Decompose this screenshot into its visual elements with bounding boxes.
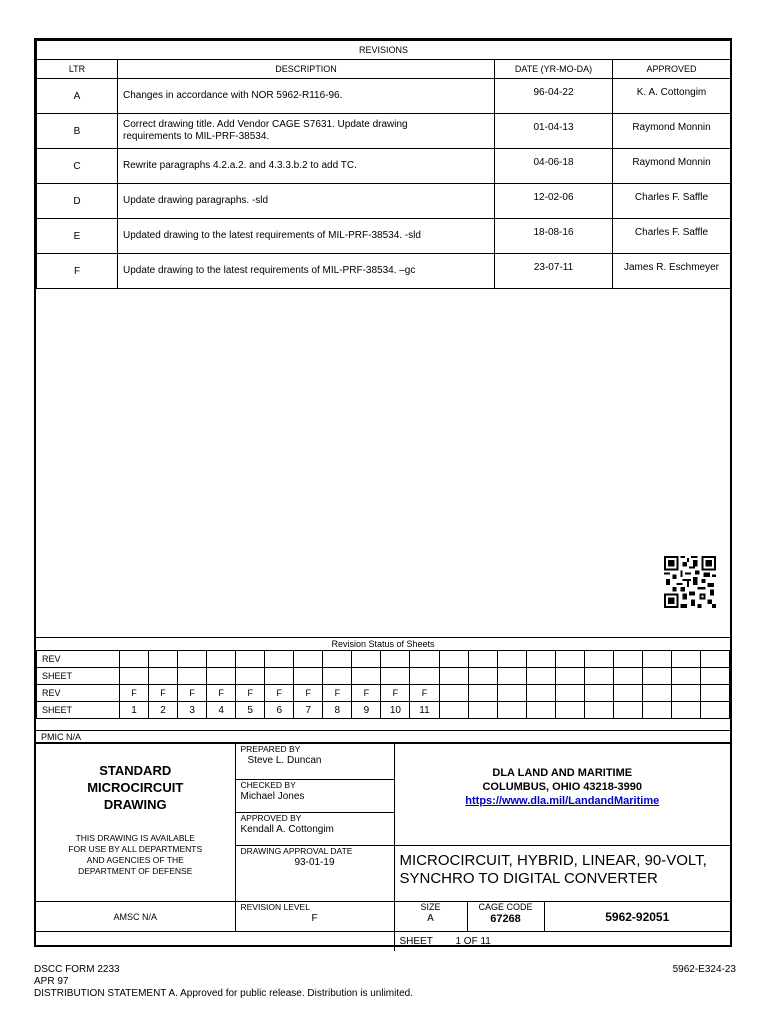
revision-level-value: F [311, 913, 318, 924]
revision-date: 01-04-13 [495, 114, 613, 149]
revision-approver: Raymond Monnin [613, 149, 731, 184]
rev-label: REV [37, 685, 120, 702]
rev-cell: F [236, 685, 265, 702]
cage-code-label: CAGE CODE [478, 902, 533, 912]
title-block [36, 743, 730, 951]
description-header: DESCRIPTION [118, 60, 495, 79]
rev-cell: F [323, 685, 352, 702]
org-link[interactable]: https://www.dla.mil/LandandMaritime [465, 795, 660, 807]
size-value: A [427, 913, 434, 924]
revision-row [37, 114, 731, 149]
revision-row [37, 219, 731, 254]
revision-description: Update drawing paragraphs. -sld [118, 184, 495, 219]
form-id: 5962-E324-23 [672, 964, 736, 975]
rev-cell: F [294, 685, 323, 702]
standard-title-line: DRAWING [103, 797, 167, 812]
status-row-sheet-upper [37, 668, 730, 685]
revision-letter: C [37, 149, 118, 184]
org-address: COLUMBUS, OHIO 43218-3990 [482, 781, 643, 793]
drawing-title-line: MICROCIRCUIT, HYBRID, LINEAR, 90-VOLT, [399, 852, 707, 869]
cage-code-value: 67268 [490, 913, 521, 925]
sheet-label: SHEET [37, 702, 120, 719]
revision-level-cell [235, 902, 394, 932]
qr-code [664, 556, 716, 608]
status-row-rev-upper [37, 651, 730, 668]
drawing-title-cell [394, 846, 730, 902]
approved-header: APPROVED [613, 60, 731, 79]
drawing-title-line: SYNCHRO TO DIGITAL CONVERTER [399, 870, 658, 887]
standard-title-line: STANDARD [99, 763, 172, 778]
sheet-cell: 11 [410, 702, 439, 719]
revision-description: Updated drawing to the latest requirements of MIL-PRF-38534. -sld [118, 219, 495, 254]
prepared-by-value: Steve L. Duncan [247, 755, 322, 766]
ltr-header: LTR [37, 60, 118, 79]
sheet-cell: 7 [294, 702, 323, 719]
prepared-by-label: PREPARED BY [240, 744, 301, 754]
revisions-table [36, 40, 731, 289]
availability-line: DEPARTMENT OF DEFENSE [78, 866, 193, 876]
approval-date-label: DRAWING APPROVAL DATE [240, 846, 353, 856]
drawing-number: 5962-92051 [544, 902, 730, 932]
approved-by-cell [235, 813, 394, 846]
sheet-of-cell [394, 932, 730, 951]
revision-approver: Charles F. Saffle [613, 184, 731, 219]
revisions-title: REVISIONS [37, 41, 731, 60]
prepared-by-cell [235, 744, 394, 780]
form-number: DSCC FORM 2233 [34, 964, 120, 975]
availability-line: AND AGENCIES OF THE [86, 855, 184, 865]
revision-letter: B [37, 114, 118, 149]
revision-row [37, 79, 731, 114]
pmic-label: PMIC N/A [36, 730, 730, 743]
size-cell [394, 902, 467, 932]
sheet-of-label: SHEET [399, 935, 433, 947]
approved-by-value: Kendall A. Cottongim [240, 824, 334, 835]
rev-cell: F [149, 685, 178, 702]
sheet-cell: 3 [178, 702, 207, 719]
revision-level-label: REVISION LEVEL [240, 902, 310, 912]
revision-approver: Raymond Monnin [613, 114, 731, 149]
sheet-cell: 2 [149, 702, 178, 719]
revision-description: Changes in accordance with NOR 5962-R116-96. [118, 79, 495, 114]
standard-title-line: MICROCIRCUIT [87, 780, 184, 795]
amsc-label: AMSC N/A [36, 902, 235, 932]
revision-date: 18-08-16 [495, 219, 613, 254]
sheet-cell: 6 [265, 702, 294, 719]
distribution-statement: DISTRIBUTION STATEMENT A. Approved for public release. Distribution is unlimited. [34, 988, 414, 999]
sheet-of-value: 1 OF 11 [455, 935, 491, 947]
sheet-cell: 1 [119, 702, 148, 719]
sheet-cell: 10 [381, 702, 410, 719]
sheet-cell: 5 [236, 702, 265, 719]
checked-by-value: Michael Jones [240, 791, 305, 802]
rev-cell: F [410, 685, 439, 702]
rev-cell: F [265, 685, 294, 702]
revision-date: 04-06-18 [495, 149, 613, 184]
cage-code-cell [467, 902, 544, 932]
sheet-cell: 9 [352, 702, 381, 719]
revision-date: 23-07-11 [495, 254, 613, 289]
drawing-frame [34, 38, 732, 947]
organization-block [394, 744, 730, 846]
sheet-label: SHEET [37, 668, 120, 685]
approval-date-cell [235, 846, 394, 902]
revision-status-title: Revision Status of Sheets [36, 637, 730, 651]
revision-description: Update drawing to the latest requirements of MIL-PRF-38534. –gc [118, 254, 495, 289]
approval-date-value: 93-01-19 [294, 857, 335, 868]
revision-letter: D [37, 184, 118, 219]
org-name: DLA LAND AND MARITIME [492, 767, 633, 779]
form-date: APR 97 [34, 976, 69, 987]
availability-line: FOR USE BY ALL DEPARTMENTS [68, 844, 203, 854]
checked-by-cell [235, 780, 394, 813]
revision-approver: Charles F. Saffle [613, 219, 731, 254]
revision-letter: F [37, 254, 118, 289]
rev-cell: F [178, 685, 207, 702]
checked-by-label: CHECKED BY [240, 780, 296, 790]
status-row-rev [37, 685, 730, 702]
rev-cell: F [381, 685, 410, 702]
status-row-sheet [37, 702, 730, 719]
sheet-cell: 8 [323, 702, 352, 719]
rev-cell: F [352, 685, 381, 702]
revision-row [37, 149, 731, 184]
standard-drawing-block [36, 744, 235, 902]
date-header: DATE (YR-MO-DA) [495, 60, 613, 79]
rev-label: REV [37, 651, 120, 668]
revision-description: Rewrite paragraphs 4.2.a.2. and 4.3.3.b.2 to add TC. [118, 149, 495, 184]
revision-approver: James R. Eschmeyer [613, 254, 731, 289]
revision-status-table [36, 650, 730, 719]
rev-cell: F [207, 685, 236, 702]
revision-approver: K. A. Cottongim [613, 79, 731, 114]
revision-description: Correct drawing title. Add Vendor CAGE S7631. Update drawing requirements to MIL-PRF-38534. [118, 114, 495, 149]
approved-by-label: APPROVED BY [240, 813, 302, 823]
revision-date: 12-02-06 [495, 184, 613, 219]
revision-letter: E [37, 219, 118, 254]
availability-line: THIS DRAWING IS AVAILABLE [75, 833, 195, 843]
revision-row [37, 184, 731, 219]
revision-letter: A [37, 79, 118, 114]
revision-row [37, 254, 731, 289]
revision-date: 96-04-22 [495, 79, 613, 114]
rev-cell: F [119, 685, 148, 702]
sheet-cell: 4 [207, 702, 236, 719]
size-label: SIZE [420, 902, 441, 912]
